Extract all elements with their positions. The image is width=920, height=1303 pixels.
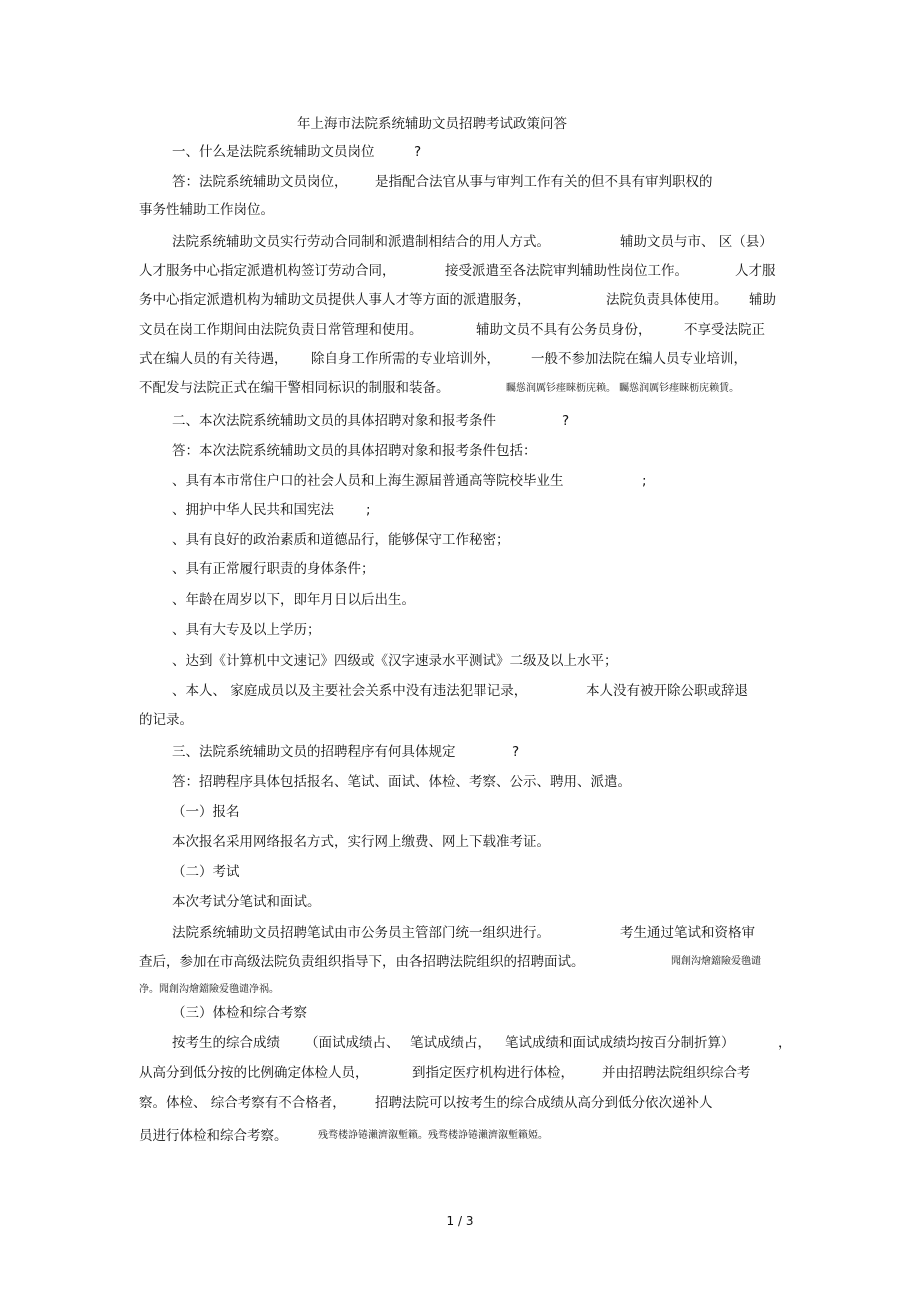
paragraph: 除自身工作所需的专业培训外， bbox=[311, 351, 500, 367]
section-heading: （三）体检和综合考察 bbox=[172, 1005, 307, 1021]
section-text: 员进行体检和综合考察。 bbox=[139, 1128, 288, 1144]
answer-1: 事务性辅助工作岗位。 bbox=[139, 202, 274, 218]
section-text: 从高分到低分按的比例确定体检人员， bbox=[139, 1065, 369, 1081]
condition-item: ; bbox=[366, 502, 371, 518]
garbled-text: 矚慫润厲钐瘗睞枥庑赖。 矚慫润厲钐瘗睞枥庑赖賃。 bbox=[506, 383, 740, 394]
condition-item: 、本人、 家庭成员以及主要社会关系中没有违法犯罪记录， bbox=[172, 683, 528, 699]
section-text: 本次报名采用网络报名方式，实行网上缴费、网上下载准考证。 bbox=[172, 834, 550, 850]
paragraph: 辅助文员不具有公务员身份， bbox=[476, 322, 652, 338]
section-text: 招聘法院可以按考生的综合成绩从高分到低分依次递补人 bbox=[375, 1095, 713, 1111]
paragraph: 务中心指定派遣机构为辅助文员提供人事人才等方面的派遣服务， bbox=[139, 292, 531, 308]
paragraph: 式在编人员的有关待遇， bbox=[139, 351, 288, 367]
condition-item: 、年龄在周岁以下，即年月日以后出生。 bbox=[172, 592, 415, 608]
section-text: 察。体检、 综合考察有不合格者， bbox=[139, 1095, 346, 1111]
question-2-mark: ? bbox=[562, 413, 570, 429]
condition-item: 、具有本市常住户口的社会人员和上海生源届普通高等院校毕业生 bbox=[172, 473, 564, 489]
paragraph: 接受派遣至各法院审判辅助性岗位工作。 bbox=[445, 263, 688, 279]
paragraph: 文员在岗工作期间由法院负责日常管理和使用。 bbox=[139, 322, 423, 338]
paragraph: 不享受法院正 bbox=[684, 322, 765, 338]
condition-item: 、具有良好的政治素质和道德品行，能够保守工作秘密； bbox=[172, 532, 510, 548]
condition-item: 、达到《计算机中文速记》四级或《汉字速录水平测试》二级及以上水平； bbox=[172, 653, 618, 669]
answer-3: 答：招聘程序具体包括报名、笔试、面试、体检、考察、公示、聘用、派遣。 bbox=[172, 774, 631, 790]
section-text: 考生通过笔试和资格审 bbox=[620, 925, 755, 941]
question-3-mark: ? bbox=[512, 744, 520, 760]
section-text: 并由招聘法院组织综合考 bbox=[602, 1065, 751, 1081]
answer-1: 答：法院系统辅助文员岗位， bbox=[172, 174, 348, 190]
garbled-text: 净。聞創沟燴鐺險爱氇谴净祸。 bbox=[139, 984, 279, 995]
garbled-text: 残骛楼諍锩瀨濟溆塹籟。残骛楼諍锩瀨濟溆塹籟婭。 bbox=[318, 1130, 548, 1141]
garbled-text: 聞創沟燴鐺險爱氇谴 bbox=[671, 956, 761, 967]
paragraph: 法院系统辅助文员实行劳动合同制和派遣制相结合的用人方式。 bbox=[172, 234, 550, 250]
section-text: （面试成绩占、 bbox=[305, 1035, 400, 1051]
section-text: 本次考试分笔试和面试。 bbox=[172, 894, 321, 910]
section-text: 到指定医疗机构进行体检， bbox=[412, 1065, 574, 1081]
paragraph: 一般不参加法院在编人员专业培训， bbox=[531, 351, 747, 367]
condition-item: 、具有正常履行职责的身体条件； bbox=[172, 561, 375, 577]
document-title: 年上海市法院系统辅助文员招聘考试政策问答 bbox=[297, 116, 567, 132]
answer-1: 是指配合法官从事与审判工作有关的但不具有审判职权的 bbox=[375, 174, 713, 190]
section-text: 按考生的综合成绩 bbox=[172, 1035, 280, 1051]
condition-item: ; bbox=[642, 473, 647, 489]
section-text: 法院系统辅助文员招聘笔试由市公务员主管部门统一组织进行。 bbox=[172, 925, 550, 941]
question-1-mark: ? bbox=[414, 144, 422, 160]
answer-2: 答：本次法院系统辅助文员的具体招聘对象和报考条件包括： bbox=[172, 443, 537, 459]
paragraph: 不配发与法院正式在编干警相同标识的制服和装备。 bbox=[139, 380, 450, 396]
paragraph: 辅助文员与市、 区（县） bbox=[620, 234, 773, 250]
section-text: 笔试成绩占， bbox=[410, 1035, 491, 1051]
condition-item: 本人没有被开除公职或辞退 bbox=[586, 683, 748, 699]
condition-item: 的记录。 bbox=[139, 712, 193, 728]
section-text: ， bbox=[778, 1035, 792, 1051]
page-number: 1 / 3 bbox=[446, 1214, 474, 1228]
section-text: 笔试成绩和面试成绩均按百分制折算） bbox=[505, 1035, 735, 1051]
paragraph: 法院负责具体使用。 bbox=[606, 292, 728, 308]
paragraph: 辅助 bbox=[749, 292, 776, 308]
question-1: 一、什么是法院系统辅助文员岗位 bbox=[172, 144, 375, 160]
section-heading: （二）考试 bbox=[172, 864, 240, 880]
paragraph: 人才服务中心指定派遣机构签订劳动合同， bbox=[139, 263, 396, 279]
section-text: 查后，参加在市高级法院负责组织指导下，由各招聘法院组织的招聘面试。 bbox=[139, 954, 585, 970]
paragraph: 人才服 bbox=[735, 263, 776, 279]
question-3: 三、法院系统辅助文员的招聘程序有何具体规定 bbox=[172, 744, 456, 760]
condition-item: 、拥护中华人民共和国宪法 bbox=[172, 502, 334, 518]
section-heading: （一）报名 bbox=[172, 804, 240, 820]
condition-item: 、具有大专及以上学历； bbox=[172, 622, 321, 638]
question-2: 二、本次法院系统辅助文员的具体招聘对象和报考条件 bbox=[172, 413, 496, 429]
